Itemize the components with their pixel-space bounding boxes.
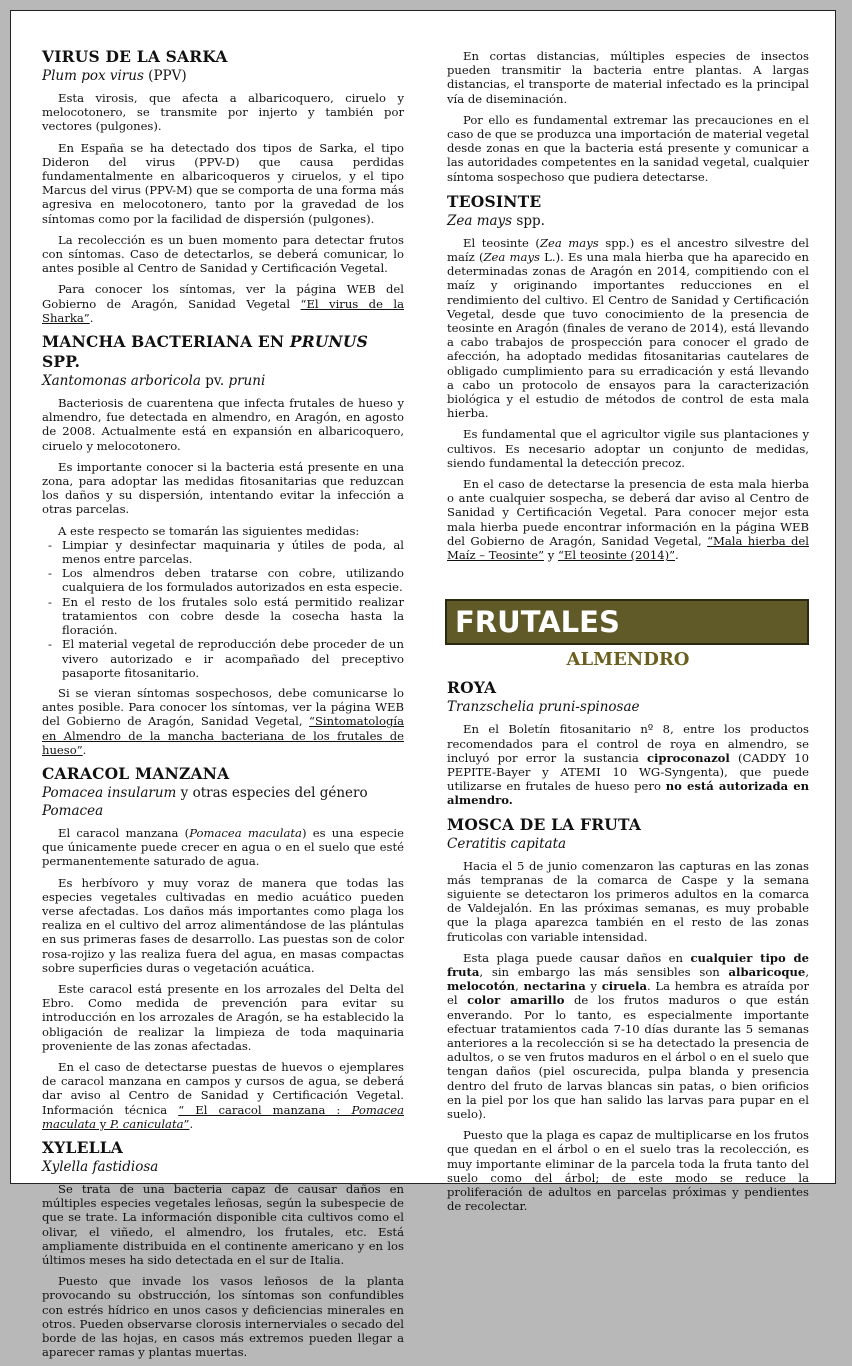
scientific-name: Xylella fastidiosa bbox=[42, 1158, 159, 1175]
paragraph: Para conocer los síntomas, ver la página WEB del Gobierno de Aragón, Sanidad Vegetal “El virus de la Sharka”. bbox=[42, 282, 404, 325]
section-teosinte bbox=[447, 192, 809, 562]
paragraph: A este respecto se tomarán las siguientes medidas: bbox=[58, 523, 360, 538]
section-title: VIRUS DE LA SARKA bbox=[42, 47, 228, 66]
paragraph: Puesto que la plaga es capaz de multiplicarse en los frutos que quedan en el árbol o en el suelo tras la recolección, es muy importante eliminar de la parcela toda la fruta tanto del suelo como del árbol; de este modo se reduce la proliferación de adultos en parcelas próximas y pendientes de recolectar. bbox=[447, 1128, 809, 1214]
paragraph: En el caso de detectarse puestas de huevos o ejemplares de caracol manzana en campos y cursos de agua, se deberá dar aviso al Centro de Sanidad y Certificación Vegetal. Información técnica “ El caracol manzana : Pomacea maculata y P. caniculata”. bbox=[42, 1059, 404, 1131]
section-title: ROYA bbox=[447, 678, 497, 698]
document-page bbox=[10, 10, 836, 1360]
link-virus-sharka[interactable]: “El virus de la Sharka” bbox=[42, 296, 404, 325]
section-title: CARACOL MANZANA bbox=[42, 763, 230, 783]
paragraph: Se trata de una bacteria capaz de causar daños en múltiples especies vegetales leñosas, según la subespecie de que se trate. La información disponible cita cultivos como el olivar, el viñedo, el almendro, los frutales, etc. Está ampliamente distribuida en el continente americano y en los últimos meses ha sido detectada en el sur de Italia. bbox=[42, 1181, 404, 1267]
scientific-name: Tranzschelia pruni-spinosae bbox=[447, 699, 640, 716]
left-column bbox=[42, 47, 404, 1366]
scientific-name: Plum pox virus (PPV) bbox=[42, 68, 187, 84]
link-sintomatologia[interactable]: “Sintomatología en Almendro de la mancha bacteriana de los frutales de hueso” bbox=[42, 714, 404, 757]
list-item: - En el resto de los frutales solo está permitido realizar tratamientos con cobre desde la cosecha hasta la floración. bbox=[48, 594, 404, 638]
link-teosinte-2014[interactable]: “El teosinte (2014)” bbox=[557, 548, 676, 563]
paragraph: Hacia el 5 de junio comenzaron las capturas en las zonas más tempranas de la comarca de Caspe y la semana siguiente se detectaron los primeros adultos en la comarca de Valdejalón. En las próximas semanas, es muy probable que la plaga aparezca también en el resto de las zonas fruticolas con variable intensidad. bbox=[447, 858, 809, 944]
scientific-name: Xantomonas arboricola pv. pruni bbox=[42, 373, 266, 390]
scientific-name: Zea mays spp. bbox=[447, 212, 545, 229]
paragraph: Puesto que invade los vasos leñosos de la planta provocando su obstrucción, los síntomas son confundibles con estrés hídrico en unos casos y deficiencias minerales en otros. Pueden observarse clorosis internerviales o secado del borde de las hojas, en casos más extremos pueden llegar a aparecer ramas y plantas muertas. bbox=[42, 1274, 404, 1360]
section-virus-sarka bbox=[42, 47, 404, 325]
link-mala-hierba[interactable]: “Mala hierba del Maíz – Teosinte” bbox=[447, 533, 809, 563]
paragraph: Esta plaga puede causar daños en cualquier tipo de fruta, sin embargo las más sensibles son albaricoque, melocotón, nectarina y ciruela. La hembra es atraída por el color amarillo de los frutos maduros o que están enverando. Por lo tanto, es especialmente importante efectuar tratamientos cada 7-10 días durante las 5 semanas anteriores a la recolección si se ha detectado la presencia de adultos, o se ven frutos maduros en el árbol o en el suelo que tengan daños (piel oscurecida, pulpa blanda y presencia dentro del fruto de larvas blancas sin patas, o bien orificios en la piel por los que han salido las larvas para pupar en el suelo). bbox=[447, 950, 810, 1121]
paragraph: Es fundamental que el agricultor vigile sus plantaciones y cultivos. Es necesario adoptar un conjunto de medidas, siendo fundamental la detección precoz. bbox=[447, 427, 809, 470]
paragraph: Si se vieran síntomas sospechosos, debe comunicarse lo antes posible. Para conocer los síntomas, ver la página WEB del Gobierno de Aragón, Sanidad Vegetal, “Sintomatología en Almendro de la mancha bacteriana de los frutales de hueso”. bbox=[42, 685, 404, 757]
paragraph: En el Boletín fitosanitario nº 8, entre los productos recomendados para el control de roya en almendro, se incluyó por error la sustancia ciproconazol (CADDY 10 PEPITE-Bayer y ATEMI 10 WG-Syngenta), que puede utilizarse en frutales de hueso pero no está autorizada en almendro. bbox=[447, 722, 810, 808]
paragraph: Por ello es fundamental extremar las precauciones en el caso de que se produzca una importación de material vegetal desde zonas en que la bacteria está presente y comunicar a las autoridades competentes en la sanidad vegetal, cualquier síntoma sospechoso que pudiera detectarse. bbox=[447, 112, 809, 184]
section-caracol-manzana bbox=[42, 764, 404, 1131]
measures-list bbox=[42, 538, 404, 680]
paragraph: La recolección es un buen momento para detectar frutos con síntomas. Caso de detectarlos, se deberá comunicar, lo antes posible al Centro de Sanidad y Certificación Vegetal. bbox=[42, 232, 404, 276]
section-title: XYLELLA bbox=[42, 1137, 124, 1157]
frutales-banner: FRUTALES bbox=[445, 599, 809, 645]
paragraph: En el caso de detectarse la presencia de esta mala hierba o ante cualquier sospecha, se deberá dar aviso al Centro de Sanidad y Certificación Vegetal. Para conocer mejor esta mala hierba puede encontrar información en la página WEB del Gobierno de Aragón, Sanidad Vegetal, “Mala hierba del Maíz – Teosinte” y “El teosinte (2014)”. bbox=[447, 477, 809, 563]
paragraph: Es importante conocer si la bacteria está presente en una zona, para adoptar las medidas fitosanitarias que reduzcan los daños y su dispersión, intentando evitar la infección a otras parcelas. bbox=[42, 459, 404, 517]
list-item: - El material vegetal de reproducción debe proceder de un vivero autorizado e ir acompañado del preceptivo pasaporte fitosanitario. bbox=[48, 637, 404, 680]
almendro-subheading: ALMENDRO bbox=[566, 649, 690, 671]
paragraph: Este caracol está presente en los arrozales del Delta del Ebro. Como medida de prevención para evitar su introducción en los arrozales de Aragón, se ha establecido la obligación de realizar la limpieza de toda maquinaria proveniente de las zonas afectadas. bbox=[42, 981, 404, 1053]
section-roya bbox=[447, 678, 809, 807]
scientific-name: Pomacea insularum y otras especies del género Pomacea bbox=[42, 784, 368, 819]
section-xylella bbox=[42, 1138, 404, 1359]
section-title: MANCHA BACTERIANA EN PRUNUS SPP. bbox=[42, 332, 369, 372]
list-item: - Limpiar y desinfectar maquinaria y útiles de poda, al menos entre parcelas. bbox=[48, 537, 404, 567]
paragraph: Es herbívoro y muy voraz de manera que todas las especies vegetales cultivadas en medio acuático pueden verse afectadas. Los daños más importantes como plaga los realiza en el cultivo del arroz alimentándose de las plántulas en sus primeras fases de desarrollo. Las puestas son de color rosa-rojizo y las realiza fuera del agua, en masas compactas sobre superficies duras o vegetación acuática. bbox=[42, 875, 404, 975]
link-caracol-manzana[interactable]: “ El caracol manzana : Pomacea maculata y P. caniculata” bbox=[42, 1102, 404, 1131]
paragraph: En España se ha detectado dos tipos de Sarka, el tipo Dideron del virus (PPV-D) que causa perdidas fundamentalmente en albaricoqueros y ciruelos, y el tipo Marcus del virus (PPV-M) que se comporta de una forma más agresiva en melocotonero, tanto por la gravedad de los síntomas como por la facilidad de dispersión (pulgones). bbox=[42, 140, 404, 226]
right-column bbox=[447, 49, 809, 1220]
section-xylella-cont bbox=[447, 49, 809, 184]
section-mosca-fruta bbox=[447, 815, 809, 1214]
scientific-name: Ceratitis capitata bbox=[447, 835, 567, 852]
section-title: TEOSINTE bbox=[447, 191, 542, 211]
paragraph: Bacteriosis de cuarentena que infecta frutales de hueso y almendro, fue detectada en almendro, en Aragón, en agosto de 2008. Actualmente está en expansión en albaricoquero, ciruelo y melocotonero. bbox=[42, 396, 404, 453]
paragraph: El caracol manzana (Pomacea maculata) es una especie que únicamente puede crecer en agua o en el suelo que esté permanentemente saturado de agua. bbox=[42, 825, 404, 869]
paragraph: En cortas distancias, múltiples especies de insectos pueden transmitir la bacteria entre plantas. A largas distancias, el transporte de material infectado es la principal vía de diseminación. bbox=[447, 49, 809, 106]
paragraph: Esta virosis, que afecta a albaricoquero, ciruelo y melocotonero, se transmite por injerto y también por vectores (pulgones). bbox=[42, 91, 404, 134]
section-mancha-bacteriana bbox=[42, 332, 404, 757]
section-title: MOSCA DE LA FRUTA bbox=[447, 814, 642, 834]
list-item: - Los almendros deben tratarse con cobre, utilizando cualquiera de los formulados autorizados en esta especie. bbox=[48, 566, 404, 595]
paragraph: El teosinte (Zea mays spp.) es el ancestro silvestre del maíz (Zea mays L.). Es una mala hierba que ha aparecido en determinadas zonas de Aragón en 2014, compitiendo con el maíz y originando importantes reducciones en el rendimiento del cultivo. El Centro de Sanidad y Certificación Vegetal, desde que tuvo conocimiento de la presencia de teosinte en Aragón (finales de verano de 2014), está llevando a cabo trabajos de prospección para conocer el grado de afección, ha adoptado medidas fitosanitarias cautelares de obligado cumplimiento para su erradicación y está llevando a cabo un protocolo de ensayos para la caracterización biológica y el estudio de métodos de control de esta mala hierba. bbox=[447, 235, 810, 421]
